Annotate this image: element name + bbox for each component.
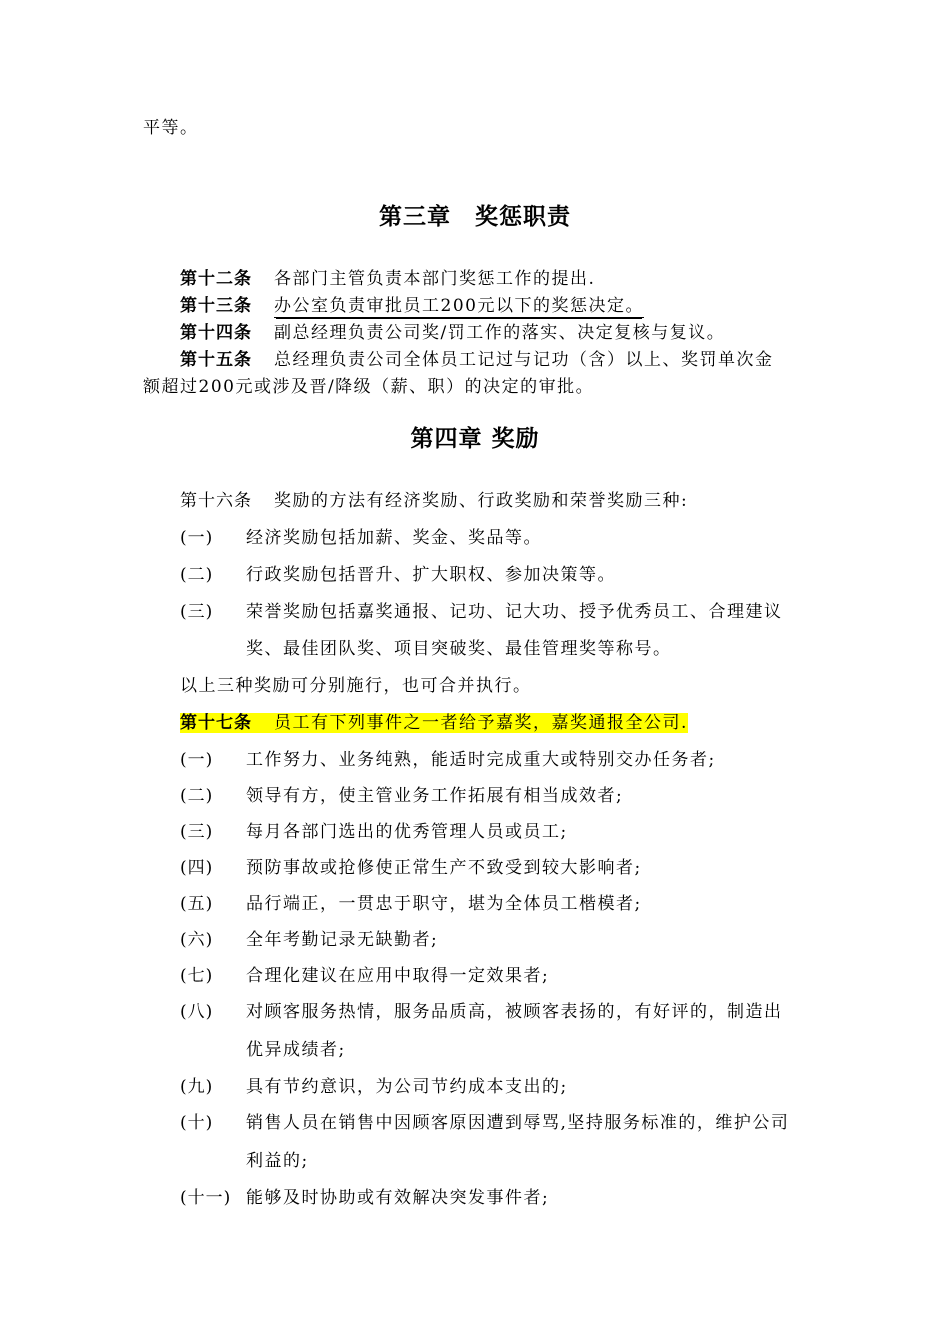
- article-text: 员工有下列事件之一者给予嘉奖，嘉奖通报全公司.: [274, 713, 688, 733]
- article-17: [180, 712, 688, 734]
- list-item-number: (六): [180, 930, 214, 950]
- list-item-number: (二): [180, 786, 214, 806]
- list-item-text: 荣誉奖励包括嘉奖通报、记功、记大功、授予优秀员工、合理建议: [246, 602, 783, 622]
- list-item-number: (四): [180, 858, 214, 878]
- list-item-text: 合理化建议在应用中取得一定效果者;: [246, 966, 550, 986]
- list-item-text: 每月各部门选出的优秀管理人员或员工;: [246, 822, 568, 842]
- list-item-number: (五): [180, 894, 214, 914]
- list-item-text: 预防事故或抢修使正常生产不致受到较大影响者;: [246, 858, 642, 878]
- list-item-text: 领导有方，使主管业务工作拓展有相当成效者;: [246, 786, 624, 806]
- article-label: 第十七条: [180, 713, 252, 733]
- article-16: [180, 490, 688, 512]
- list-item-number: (二): [180, 565, 214, 585]
- list-item-continuation: 利益的;: [246, 1151, 309, 1171]
- list-item-text: 具有节约意识，为公司节约成本支出的;: [246, 1077, 568, 1097]
- article-15-continuation: 额超过200元或涉及晋/降级（薪、职）的决定的审批。: [143, 377, 595, 397]
- list-item: [180, 857, 642, 879]
- list-item-number: (十): [180, 1113, 214, 1133]
- list-item: [180, 821, 568, 843]
- list-item: [180, 1076, 568, 1098]
- article-text: 奖励的方法有经济奖励、行政奖励和荣誉奖励三种:: [274, 491, 689, 511]
- list-item: [180, 893, 642, 915]
- intro-text: 平等。: [143, 118, 199, 138]
- list-item: [180, 564, 616, 586]
- list-item-number: (一): [180, 528, 214, 548]
- chapter-3-title: 第三章 奖惩职责: [379, 203, 571, 230]
- article-text: 总经理负责公司全体员工记过与记功（含）以上、奖罚单次金: [274, 350, 774, 370]
- article-label: 第十二条: [180, 269, 252, 289]
- list-item-number: (三): [180, 822, 214, 842]
- list-item-continuation: 优异成绩者;: [246, 1040, 346, 1060]
- list-item-text: 行政奖励包括晋升、扩大职权、参加决策等。: [246, 565, 616, 585]
- article-text-underlined: 办公室负责审批员工200元以下的奖惩决定。: [274, 296, 644, 316]
- article-13: [180, 295, 644, 317]
- list-item-text: 能够及时协助或有效解决突发事件者;: [246, 1188, 550, 1208]
- list-item-text: 品行端正，一贯忠于职守，堪为全体员工楷模者;: [246, 894, 642, 914]
- article-label: 第十五条: [180, 350, 252, 370]
- list-item: [180, 1112, 789, 1134]
- list-item: [180, 1187, 549, 1209]
- list-item-text: 对顾客服务热情，服务品质高，被顾客表扬的，有好评的，制造出: [246, 1002, 783, 1022]
- chapter-4-title: 第四章 奖励: [410, 425, 540, 452]
- list-item-number: (十一): [180, 1188, 232, 1208]
- list-item-text: 全年考勤记录无缺勤者;: [246, 930, 439, 950]
- list-item: [180, 601, 783, 623]
- list-item-continuation: 奖、最佳团队奖、项目突破奖、最佳管理奖等称号。: [246, 639, 672, 659]
- list-item-number: (一): [180, 750, 214, 770]
- list-item: [180, 785, 623, 807]
- list-item-text: 销售人员在销售中因顾客原因遭到辱骂,坚持服务标准的，维护公司: [246, 1113, 790, 1133]
- article-16-closing: 以上三种奖励可分别施行，也可合并执行。: [180, 676, 532, 696]
- article-15: [180, 349, 774, 371]
- list-item: [180, 527, 542, 549]
- article-text: 副总经理负责公司奖/罚工作的落实、决定复核与复议。: [274, 323, 726, 343]
- list-item: [180, 749, 716, 771]
- article-label: 第十六条: [180, 491, 252, 511]
- article-12: [180, 268, 595, 290]
- list-item: [180, 929, 438, 951]
- list-item-text: 经济奖励包括加薪、奖金、奖品等。: [246, 528, 542, 548]
- article-label: 第十四条: [180, 323, 252, 343]
- article-text: 各部门主管负责本部门奖惩工作的提出.: [274, 269, 596, 289]
- article-14: [180, 322, 725, 344]
- list-item: [180, 1001, 783, 1023]
- article-label: 第十三条: [180, 296, 252, 316]
- list-item-number: (七): [180, 966, 214, 986]
- list-item-text: 工作努力、业务纯熟，能适时完成重大或特别交办任务者;: [246, 750, 716, 770]
- list-item-number: (三): [180, 602, 214, 622]
- list-item: [180, 965, 549, 987]
- list-item-number: (九): [180, 1077, 214, 1097]
- article-17-highlight: [180, 713, 688, 733]
- list-item-number: (八): [180, 1002, 214, 1022]
